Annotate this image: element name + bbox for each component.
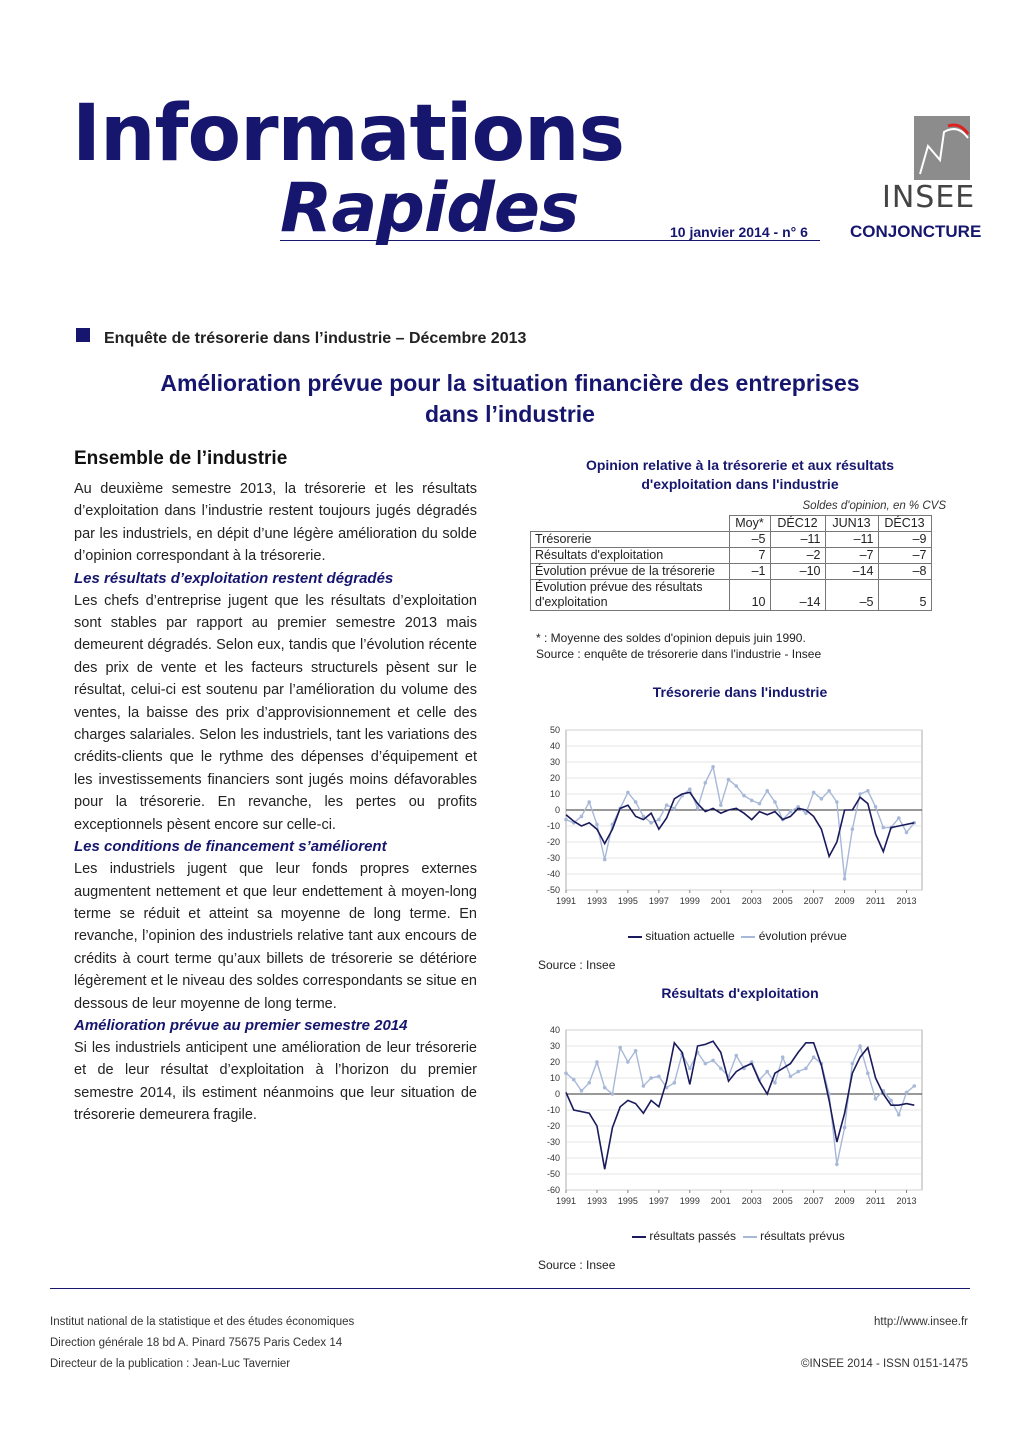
y-tick-label: -10 [546, 821, 560, 831]
x-tick-label: 2007 [803, 1196, 824, 1206]
footer-director: Directeur de la publication : Jean-Luc Tavernier [50, 1358, 291, 1370]
survey-title: Enquête de trésorerie dans l’industrie – Décembre 2013 [104, 330, 527, 347]
data-point [734, 1054, 738, 1058]
y-tick-label: -10 [546, 1105, 560, 1115]
y-tick-label: 10 [549, 1073, 560, 1083]
table-cell: Trésorerie [531, 532, 730, 548]
data-point [765, 789, 769, 793]
x-tick-label: 1999 [679, 1196, 700, 1206]
y-tick-label: -50 [546, 885, 560, 895]
opinion-table [530, 515, 932, 611]
table-cell: –10 [770, 564, 825, 580]
table-header-row [531, 516, 932, 532]
data-point [789, 1075, 793, 1079]
data-point [595, 1060, 599, 1064]
series-line [566, 792, 914, 856]
table-unit-note: Soldes d'opinion, en % CVS [802, 500, 946, 512]
data-point [912, 1084, 916, 1088]
y-tick-label: 0 [554, 1089, 560, 1099]
x-tick-label: 1991 [555, 896, 577, 906]
publisher-name: INSEE [882, 180, 976, 215]
x-tick-label: 2007 [803, 896, 824, 906]
y-tick-label: 40 [549, 1025, 560, 1035]
table-header-cell: DÉC13 [878, 516, 931, 532]
footer-spacer [801, 1333, 968, 1354]
data-point [587, 1081, 591, 1085]
data-point [564, 1071, 568, 1075]
y-tick-label: -40 [546, 1153, 560, 1163]
table-cell: –14 [770, 580, 825, 611]
masthead-rule [280, 240, 820, 241]
footer-right [801, 1312, 968, 1375]
data-point [626, 791, 630, 795]
table-row [531, 564, 932, 580]
y-tick-label: 20 [549, 1057, 560, 1067]
chart-title: Résultats d'exploitation [661, 985, 819, 1001]
body-column [74, 478, 477, 1127]
paragraph-2: Les industriels jugent que leur fonds propres externes augmentent nettement et que leur endettement à moyen-long terme se réduit et atteint sa moyenne de long terme. En revanche, l’opinion des industriels relative tant aux encours de crédits à court terme qu’aux billets de trésorerie se détériore légèrement et le niveau des soldes correspondants se situe en dessous de leur moyenne de long terme. [74, 861, 477, 1012]
data-point [734, 784, 738, 788]
legend-swatch [741, 936, 755, 938]
table-footnote: * : Moyenne des soldes d'opinion depuis juin 1990. [536, 631, 806, 645]
table-cell: –11 [770, 532, 825, 548]
table-cell: –1 [729, 564, 770, 580]
y-tick-label: -30 [546, 853, 560, 863]
y-tick-label: 20 [549, 773, 560, 783]
masthead-title-line1: Informations [72, 89, 625, 179]
data-point [711, 765, 715, 769]
x-tick-label: 1993 [586, 896, 607, 906]
data-point [704, 781, 708, 785]
intro-paragraph: Au deuxième semestre 2013, la trésorerie et les résultats d’exploitation dans l’industrie restent toujours jugés dégradés par les industriels, en dépit d’une légère amélioration du solde d’opinion correspondant à la trésorerie. [74, 481, 477, 565]
chart-legend [628, 928, 847, 944]
chart-title: Trésorerie dans l'industrie [652, 684, 828, 700]
data-point [564, 818, 568, 822]
insee-logo-icon [914, 116, 970, 180]
data-point [580, 815, 584, 819]
x-tick-label: 2011 [865, 896, 886, 906]
data-point [688, 787, 692, 791]
data-point [711, 1059, 715, 1063]
data-point [719, 803, 723, 807]
legend-swatch [628, 936, 642, 938]
data-point [882, 826, 886, 830]
data-point [634, 800, 638, 804]
table-row [531, 532, 932, 548]
data-point [719, 1067, 723, 1071]
data-point [858, 792, 862, 796]
data-point [727, 778, 731, 782]
square-bullet-icon [76, 328, 90, 342]
data-point [634, 1049, 638, 1053]
x-tick-label: 1999 [679, 896, 700, 906]
table-cell: –2 [770, 548, 825, 564]
data-point [874, 1097, 878, 1101]
data-point [812, 1055, 816, 1059]
data-point [843, 877, 847, 881]
footer-institute: Institut national de la statistique et des études économiques [50, 1316, 355, 1328]
legend-label: situation actuelle [645, 929, 735, 943]
series-line [566, 767, 914, 879]
y-tick-label: 0 [554, 805, 560, 815]
data-point [595, 823, 599, 827]
data-point [796, 1070, 800, 1074]
data-point [781, 1055, 785, 1059]
data-point [587, 800, 591, 804]
data-point [789, 810, 793, 814]
legend-swatch [743, 1236, 757, 1238]
x-tick-label: 2009 [834, 896, 855, 906]
data-point [835, 1163, 839, 1167]
y-tick-label: -20 [546, 1121, 560, 1131]
data-point [611, 1092, 615, 1096]
table-row [531, 548, 932, 564]
table-cell: –14 [825, 564, 878, 580]
data-point [866, 789, 870, 793]
data-point [804, 1067, 808, 1071]
data-point [673, 1081, 677, 1085]
table-cell: –5 [729, 532, 770, 548]
y-tick-label: 30 [549, 1041, 560, 1051]
x-tick-label: 1997 [648, 1196, 669, 1206]
data-point [750, 799, 754, 803]
issue-date: 10 janvier 2014 - n° 6 [670, 224, 808, 240]
data-point [696, 807, 700, 811]
x-tick-label: 2005 [772, 1196, 793, 1206]
footer-rule [50, 1288, 970, 1289]
data-point [835, 800, 839, 804]
subheading-2: Les conditions de financement s’améliorent [74, 838, 387, 856]
section-heading: Ensemble de l’industrie [74, 448, 288, 469]
data-point [642, 1084, 646, 1088]
table-cell: Évolution prévue des résultats d'exploitation [531, 580, 730, 611]
chart-resultats [530, 1022, 940, 1222]
data-point [649, 1076, 653, 1080]
data-point [618, 1046, 622, 1050]
data-point [866, 1071, 870, 1075]
paragraph-1: Les chefs d’entreprise jugent que les résultats d’exploitation sont stables par rapport au premier semestre 2013 mais demeurent dégradés. Selon eux, tandis que l’évolution récente des prix de vente et les facteurs structurels pèsent sur le résultat, celui-ci est soutenu par l’amélioration du volume des ventes, la baisse des prix d’approvisionnement et celle des charges salariales. Selon les industriels, tant les variations des crédits-clients que le rythme des dépenses d’équipement et les investissements financiers sont jugés moins défavorables pour la trésorerie. En revanche, les pertes ou profits exceptionnels pèsent encore sur celle-ci. [74, 592, 477, 833]
data-point [812, 791, 816, 795]
x-tick-label: 2009 [834, 1196, 855, 1206]
chart-source: Source : Insee [538, 1258, 616, 1272]
table-cell: –8 [878, 564, 931, 580]
masthead-title-line2: Rapides [280, 169, 579, 248]
y-tick-label: -50 [546, 1169, 560, 1179]
data-point [773, 800, 777, 804]
data-point [704, 1062, 708, 1066]
x-tick-label: 1991 [555, 1196, 577, 1206]
table-cell: –9 [878, 532, 931, 548]
table-cell: –11 [825, 532, 878, 548]
y-tick-label: 50 [549, 725, 560, 735]
table-header-cell [531, 516, 730, 532]
data-point [758, 802, 762, 806]
table-cell: Résultats d'exploitation [531, 548, 730, 564]
headline: Amélioration prévue pour la situation financière des entreprises dans l’industrie [160, 370, 860, 427]
table-cell: –5 [825, 580, 878, 611]
data-point [572, 1078, 576, 1082]
y-tick-label: 30 [549, 757, 560, 767]
x-tick-label: 2013 [896, 896, 917, 906]
table-header-cell: JUN13 [825, 516, 878, 532]
table-header-cell: DÉC12 [770, 516, 825, 532]
data-point [673, 807, 677, 811]
footer-copyright: ©INSEE 2014 - ISSN 0151-1475 [800, 1358, 968, 1370]
data-point [603, 858, 607, 862]
x-tick-label: 1995 [617, 1196, 638, 1206]
data-point [843, 1126, 847, 1130]
x-tick-label: 1995 [617, 896, 638, 906]
table-row [531, 580, 932, 611]
x-tick-label: 1993 [586, 1196, 607, 1206]
data-point [665, 803, 669, 807]
section-name: CONJONCTURE [850, 222, 982, 241]
data-point [649, 821, 653, 825]
footer-url[interactable]: http://www.insee.fr [874, 1316, 968, 1328]
table-cell: 7 [729, 548, 770, 564]
data-point [827, 789, 831, 793]
data-point [858, 1044, 862, 1048]
opinion-table-wrap [530, 515, 932, 611]
x-tick-label: 2001 [710, 896, 731, 906]
y-tick-label: 10 [549, 789, 560, 799]
data-point [626, 1060, 630, 1064]
x-tick-label: 2003 [741, 1196, 762, 1206]
y-tick-label: 40 [549, 741, 560, 751]
x-tick-label: 1997 [648, 896, 669, 906]
paragraph-3: Si les industriels anticipent une amélioration de leur trésorerie et de leur résultat d’exploitation à l’horizon du premier semestre 2014, ils estiment néanmoins que leur situation de trésorerie demeurera fragile. [74, 1039, 477, 1124]
series-line [566, 1046, 914, 1164]
data-point [889, 1099, 893, 1103]
y-tick-label: -20 [546, 837, 560, 847]
data-point [905, 1091, 909, 1095]
data-point [851, 1062, 855, 1066]
subheading-1: Les résultats d’exploitation restent dégradés [74, 569, 394, 587]
data-point [897, 1113, 901, 1117]
data-point [765, 1070, 769, 1074]
legend-swatch [632, 1236, 646, 1238]
x-tick-label: 2011 [865, 1196, 886, 1206]
footer-address: Direction générale 18 bd A. Pinard 75675 Paris Cedex 14 [50, 1337, 343, 1349]
chart-legend [632, 1228, 845, 1244]
data-point [657, 1075, 661, 1079]
y-tick-label: -30 [546, 1137, 560, 1147]
y-tick-label: -40 [546, 869, 560, 879]
table-header-cell: Moy* [729, 516, 770, 532]
data-point [580, 1089, 584, 1093]
table-cell: 5 [878, 580, 931, 611]
chart-treso [530, 722, 940, 922]
data-point [874, 805, 878, 809]
legend-label: résultats passés [649, 1229, 737, 1243]
data-point [603, 1086, 607, 1090]
table-title: Opinion relative à la trésorerie et aux résultats d'exploitation dans l'industrie [585, 457, 895, 492]
x-tick-label: 2005 [772, 896, 793, 906]
legend-label: résultats prévus [760, 1229, 845, 1243]
data-point [897, 816, 901, 820]
data-point [688, 1067, 692, 1071]
x-tick-label: 2013 [896, 1196, 917, 1206]
x-tick-label: 2001 [710, 1196, 731, 1206]
table-cell: 10 [729, 580, 770, 611]
x-tick-label: 2003 [741, 896, 762, 906]
data-point [742, 794, 746, 798]
table-cell: –7 [825, 548, 878, 564]
data-point [820, 797, 824, 801]
y-tick-label: -60 [546, 1185, 560, 1195]
subheading-3: Amélioration prévue au premier semestre 2014 [74, 1016, 408, 1034]
legend-label: évolution prévue [758, 929, 847, 943]
data-point [851, 827, 855, 831]
data-point [773, 1081, 777, 1085]
table-cell: –7 [878, 548, 931, 564]
data-point [905, 831, 909, 835]
footer-left [50, 1312, 354, 1375]
data-point [657, 818, 661, 822]
chart-source: Source : Insee [538, 958, 616, 972]
table-source: Source : enquête de trésorerie dans l'industrie - Insee [536, 647, 822, 661]
table-cell: Évolution prévue de la trésorerie [531, 564, 730, 580]
